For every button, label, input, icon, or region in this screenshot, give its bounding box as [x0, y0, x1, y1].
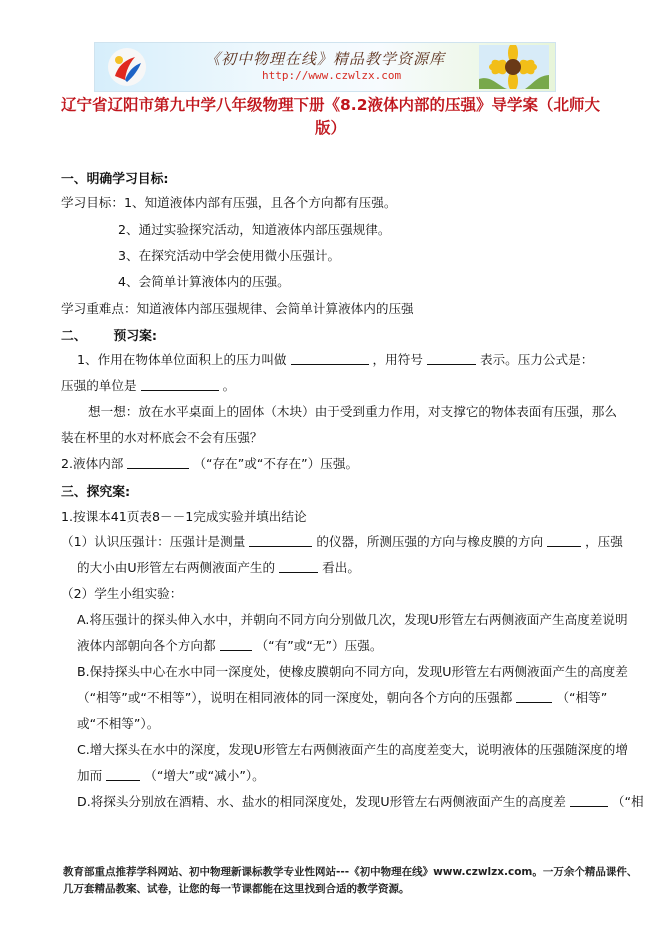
answer-blank[interactable] — [547, 534, 581, 547]
inquiry-line-4: （2）学生小组实验： — [61, 586, 183, 601]
experiment-c-line-2 — [77, 767, 265, 785]
preview-line-3 — [61, 455, 358, 473]
footer-line-2: 几万套精品教案、试卷，让您的每一节课都能在这里找到合适的教学资源。 — [63, 883, 410, 895]
experiment-b-text-b: （“相等” — [556, 690, 608, 705]
inquiry-line-2 — [61, 533, 623, 551]
preview-2-text-b: （“存在”或“不存在”）压强。 — [193, 456, 359, 471]
inquiry-1-text-a: （1）认识压强计：压强计是测量 — [61, 534, 246, 549]
experiment-a-text-a: 液体内部朝向各个方向都 — [77, 638, 216, 653]
preview-1-text-a: 1、作用在物体单位面积上的压力叫做 — [77, 352, 287, 367]
experiment-c-line-1: C.增大探头在水中的深度，发现U形管左右两侧液面产生的高度差变大，说明液体的压强随深度的增 — [77, 742, 628, 757]
section-preview-heading — [61, 325, 157, 344]
document-footer — [63, 864, 638, 898]
goal-line-4: 4、会简单计算液体内的压强。 — [118, 274, 290, 289]
experiment-a-text-b: （“有”或“无”）压强。 — [255, 638, 383, 653]
inquiry-1-text-b: 的仪器，所测压强的方向与橡皮膜的方向 — [316, 534, 544, 549]
preview-1-text-e: 。 — [222, 378, 236, 393]
preview-1-text-b: ，用符号 — [372, 352, 423, 367]
inquiry-1-text-c: ，压强 — [585, 534, 623, 549]
goal-line-3: 3、在探究活动中学会使用微小压强计。 — [118, 248, 341, 263]
banner-url[interactable]: http://www.czwlzx.com — [262, 69, 402, 82]
site-logo-icon — [105, 46, 149, 88]
section-preview-number: 二、 — [61, 329, 87, 344]
inquiry-line-1: 1.按课本41页表8－－1完成实验并填出结论 — [61, 509, 307, 524]
experiment-a-line-1: A.将压强计的探头伸入水中，并朝向不同方向分别做几次，发现U形管左右两侧液面产生高度差说明 — [77, 612, 628, 627]
experiment-a-line-2 — [77, 637, 382, 655]
section-inquiry-heading: 三、探究案: — [61, 485, 131, 500]
experiment-d-text-b: （“相 — [611, 794, 644, 809]
site-banner — [94, 42, 556, 92]
answer-blank[interactable] — [279, 560, 318, 573]
section-learning-goals: 一、明确学习目标: — [61, 172, 169, 187]
experiment-d-text-a: D.将探头分别放在酒精、水、盐水的相同深度处，发现U形管左右两侧液面产生的高度差 — [77, 794, 566, 809]
experiment-b-text-a: （“相等”或“不相等”），说明在相同液体的同一深度处，朝向各个方向的压强都 — [77, 690, 513, 705]
goal-line-2: 2、通过实验探究活动，知道液体内部压强规律。 — [118, 222, 391, 237]
experiment-c-text-b: （“增大”或“减小”）。 — [144, 768, 265, 783]
footer-line-1: 教育部重点推荐学科网站、初中物理新课标教学专业性网站---《初中物理在线》www.czwlzx.com。一万余个精品课件、 — [63, 866, 638, 878]
answer-blank[interactable] — [127, 456, 189, 469]
answer-blank[interactable] — [106, 768, 140, 781]
preview-2-text-a: 2.液体内部 — [61, 456, 124, 471]
answer-blank[interactable] — [427, 352, 476, 365]
experiment-b-line-3: 或“不相等”）。 — [77, 716, 160, 731]
document-title: 辽宁省辽阳市第九中学八年级物理下册《8.2液体内部的压强》导学案（北师大版） — [61, 96, 600, 137]
answer-blank[interactable] — [141, 378, 219, 391]
preview-1-text-d: 压强的单位是 — [61, 378, 137, 393]
banner-title: 《初中物理在线》精品教学资源库 — [205, 50, 446, 68]
answer-blank[interactable] — [291, 352, 369, 365]
inquiry-line-3 — [77, 559, 360, 577]
inquiry-1-text-e: 看出。 — [322, 560, 360, 575]
preview-1-text-c: 表示。压力公式是： — [479, 352, 594, 367]
answer-blank[interactable] — [516, 690, 552, 703]
goal-line-1: 学习目标：1、知道液体内部有压强，且各个方向都有压强。 — [61, 195, 397, 210]
focus-line: 学习重难点：知道液体内部压强规律、会简单计算液体内的压强 — [61, 301, 414, 316]
think-line-2: 装在杯里的水对杯底会不会有压强？ — [61, 430, 263, 445]
experiment-b-line-1: B.保持探头中心在水中同一深度处，使橡皮膜朝向不同方向，发现U形管左右两侧液面产生的高度差 — [77, 664, 628, 679]
answer-blank[interactable] — [220, 638, 252, 651]
preview-line-2 — [61, 377, 235, 395]
think-line-1: 想一想：放在水平桌面上的固体（木块）由于受到重力作用，对支撑它的物体表面有压强，那么 — [88, 404, 617, 419]
experiment-d-line-1 — [77, 793, 644, 811]
experiment-b-line-2 — [77, 689, 607, 707]
preview-line-1 — [77, 351, 593, 369]
section-preview-label: 预习案: — [113, 329, 158, 344]
experiment-c-text-a: 加而 — [77, 768, 103, 783]
answer-blank[interactable] — [570, 794, 608, 807]
sunflower-icon — [479, 45, 549, 89]
answer-blank[interactable] — [249, 534, 312, 547]
inquiry-1-text-d: 的大小由U形管左右两侧液面产生的 — [77, 560, 276, 575]
